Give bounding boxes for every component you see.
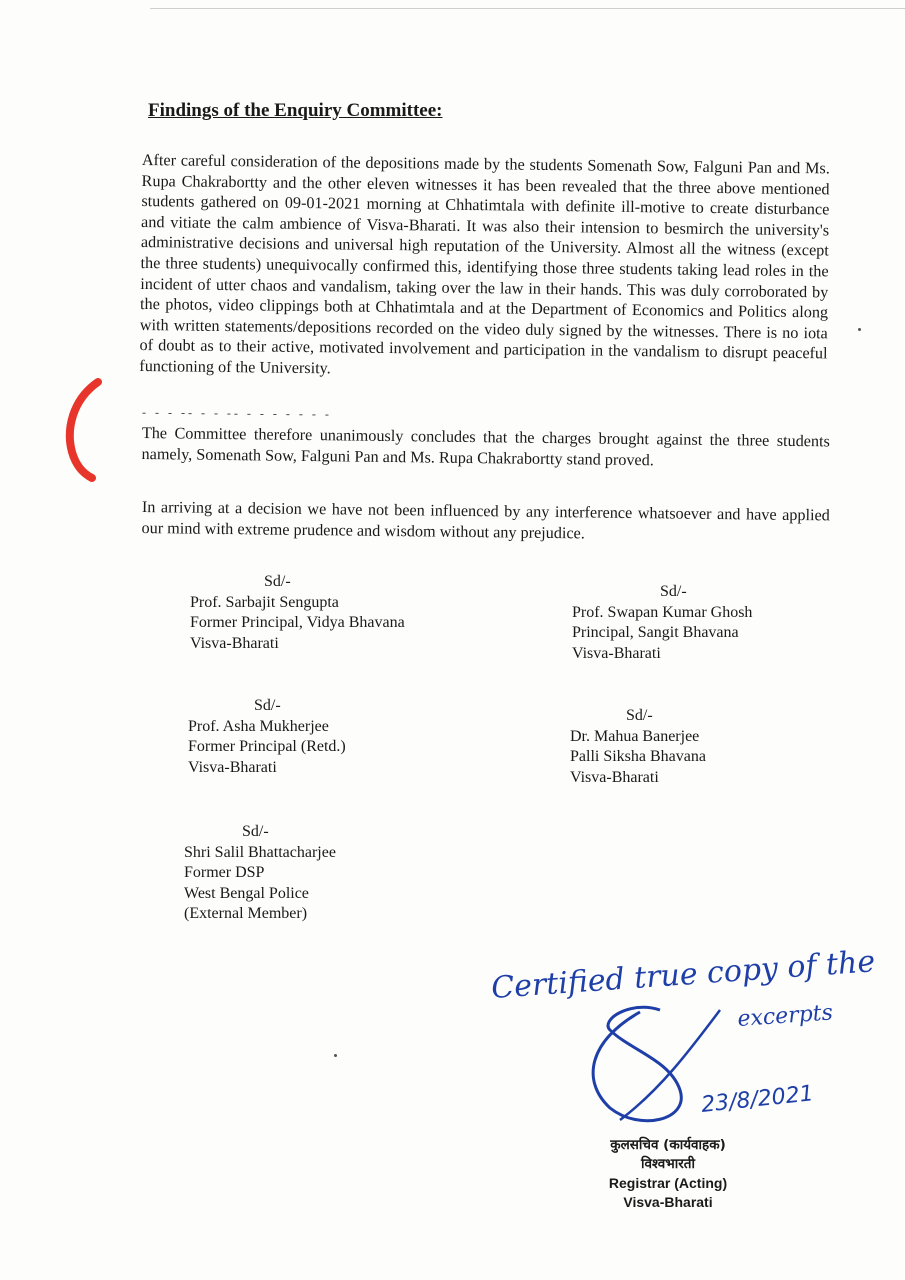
certified-note-line2: excerpts <box>736 1000 834 1032</box>
signatory-name: Prof. Asha Mukherjee <box>188 717 329 735</box>
signatory-note: (External Member) <box>184 905 308 922</box>
signatory-org: Visva-Bharati <box>570 768 659 786</box>
signatory-role: Former Principal, Vidya Bhavana <box>190 614 405 631</box>
sd-mark: Sd/- <box>242 823 269 840</box>
signatory-role: Former DSP <box>184 864 265 881</box>
findings-paragraph: After careful consideration of the depositions made by the students Somenath Sow, Falguni Pan and Ms. Rupa Chakrabortty and the other eleven witnesses it has been revealed that the three above mentioned students gathered on 09-01-2021 morning at Chhatimtala with definite ill-motive to create disturbance and vitiate the calm ambience of Visva-Bharati. It was also their intension to besmirch the university's administrative decisions and universal high reputation of the University. Almost all the witness (except the three students) unequivocally confirmed this, identifying those three students taking lead roles in the incident of utter chaos and vandalism, taking over the law in their hands. This was duly corroborated by the photos, video clippings both at Chhatimtala and at the Department of Economics and Politics along with written statements/depositions recorded on the video duly signed by the witnesses. There is no iota of doubt as to their active, motivated involvement and participation in the vandalism to disrupt peaceful functioning of the University. <box>139 150 830 378</box>
scan-speck <box>334 1054 337 1057</box>
handwritten-certification <box>480 940 900 1140</box>
conclusion-paragraph: The Committee therefore unanimously concludes that the charges brought against the three students namely, Somenath Sow, Falguni Pan and Ms. Rupa Chakrabortty stand proved. <box>141 423 830 469</box>
registrar-seal <box>588 1136 748 1212</box>
page-title: Findings of the Enquiry Committee: <box>148 100 443 121</box>
seal-org: Visva-Bharati <box>623 1194 713 1210</box>
signatory-org: Visva-Bharati <box>188 758 277 776</box>
signatory-block <box>190 572 405 654</box>
sd-mark: Sd/- <box>626 707 653 724</box>
seal-hindi-org: विश्वभारती <box>641 1156 695 1172</box>
sd-mark: Sd/- <box>254 697 281 714</box>
signatory-block <box>572 582 752 664</box>
certified-note-line1: Certified true copy of the <box>490 944 877 1006</box>
signatory-name: Dr. Mahua Banerjee <box>570 727 700 745</box>
seal-title: Registrar (Acting) <box>608 1175 728 1191</box>
seal-hindi-title: कुलसचिव (कार्यवाहक) <box>610 1137 726 1153</box>
signatory-role: Principal, Sangit Bhavana <box>572 624 739 641</box>
dash-separator: - - - -- - - -- - - - - - - - <box>141 405 333 421</box>
signatory-org: West Bengal Police <box>184 884 309 902</box>
signatory-name: Prof. Swapan Kumar Ghosh <box>572 603 753 621</box>
signatory-block <box>570 706 706 788</box>
impartiality-paragraph: In arriving at a decision we have not been influenced by any interference whatsoever and have applied our mind with extreme prudence and wisdom without any prejudice. <box>141 497 830 543</box>
signatory-block <box>184 822 336 925</box>
handwritten-date: 23/8/2021 <box>700 1081 815 1118</box>
sd-mark: Sd/- <box>264 573 291 590</box>
sd-mark: Sd/- <box>660 583 687 600</box>
signatory-org: Visva-Bharati <box>572 644 661 662</box>
signatory-org: Visva-Bharati <box>190 634 279 652</box>
top-rule <box>150 8 905 9</box>
signatory-name: Shri Salil Bhattacharjee <box>184 843 336 861</box>
signatory-role: Former Principal (Retd.) <box>188 738 346 755</box>
red-bracket-mark <box>58 378 108 482</box>
signatory-role: Palli Siksha Bhavana <box>570 748 706 765</box>
scan-speck <box>858 328 861 331</box>
signatory-block <box>188 696 346 778</box>
signatory-name: Prof. Sarbajit Sengupta <box>190 593 339 611</box>
